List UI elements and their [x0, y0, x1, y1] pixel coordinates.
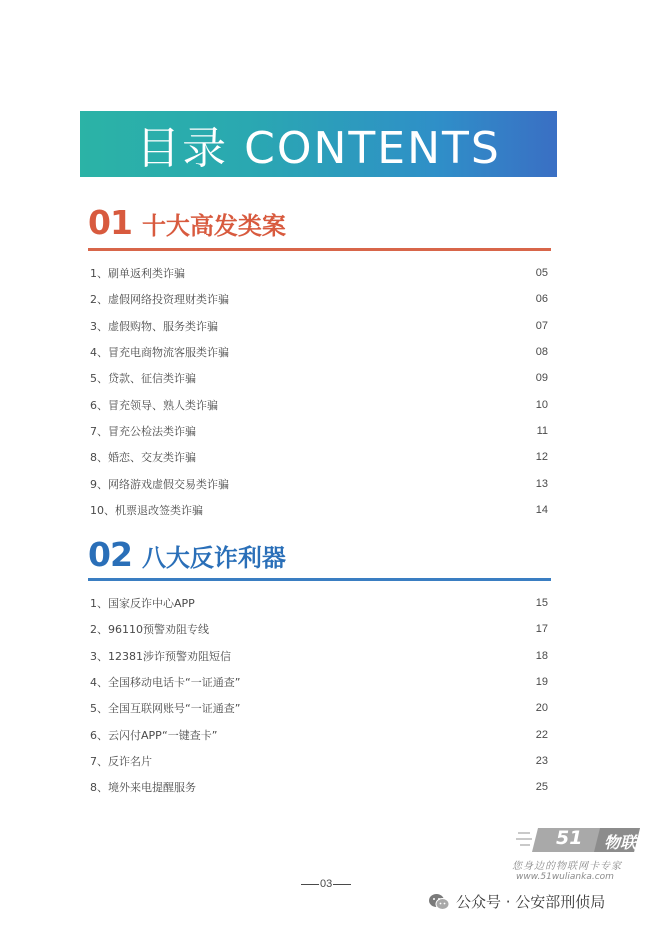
- wechat-account-footer[interactable]: [428, 891, 605, 912]
- toc-entry-page: 13: [535, 477, 548, 490]
- toc-entry-label: 10、机票退改签类诈骗: [90, 503, 203, 517]
- toc-entry-label: 2、虚假网络投资理财类诈骗: [90, 293, 229, 307]
- page-number-dash-left: [301, 884, 319, 885]
- toc-entry-page: 23: [535, 754, 548, 767]
- wechat-icon: [428, 893, 450, 911]
- logo-slogan: 您身边的物联网卡专家: [512, 861, 622, 872]
- toc-entry[interactable]: [90, 339, 548, 365]
- toc-entry-page: 17: [535, 623, 548, 636]
- toc-entry-label: 4、全国移动电话卡“一证通查”: [90, 676, 241, 690]
- logo-url: www.51wulianka.com: [516, 872, 614, 882]
- toc-entry[interactable]: [90, 418, 548, 444]
- toc-entry-page: 25: [535, 781, 548, 794]
- section-title: 八大反诈利器: [141, 543, 286, 572]
- toc-entry[interactable]: [90, 444, 548, 470]
- toc-entry-page: 08: [535, 346, 548, 359]
- toc-entry-label: 6、云闪付APP“一键查卡”: [90, 728, 218, 742]
- logo-brand: 物联卡: [604, 833, 653, 852]
- watermark-logo: [512, 826, 653, 884]
- section-number: 01: [88, 203, 132, 242]
- section-title: 十大高发类案: [141, 211, 286, 240]
- toc-entry-label: 8、境外来电提醒服务: [90, 781, 196, 795]
- toc-entry[interactable]: [90, 260, 548, 286]
- toc-entry[interactable]: [90, 313, 548, 339]
- page-number-value: 03: [320, 878, 333, 890]
- section-number: 02: [88, 535, 132, 574]
- section-divider: [88, 248, 551, 251]
- toc-entry-page: 05: [535, 267, 548, 280]
- toc-entry-label: 8、婚恋、交友类诈骗: [90, 451, 196, 465]
- toc-entry-label: 6、冒充领导、熟人类诈骗: [90, 398, 218, 412]
- page-number-dash-right: [333, 884, 351, 885]
- page-number: [300, 878, 352, 890]
- toc-entry-page: 12: [535, 451, 548, 464]
- toc-entry[interactable]: [90, 721, 548, 747]
- wechat-account-label: 公众号 · 公安部刑侦局: [456, 893, 606, 911]
- toc-entry-page: 06: [535, 293, 548, 306]
- toc-list-section-01: [90, 260, 548, 523]
- toc-entry-label: 5、贷款、征信类诈骗: [90, 372, 196, 386]
- toc-entry[interactable]: [90, 695, 548, 721]
- toc-entry-label: 5、全国互联网账号“一证通查”: [90, 702, 241, 716]
- section-divider: [88, 578, 551, 581]
- section-heading-01: [88, 203, 286, 242]
- toc-entry-label: 9、网络游戏虚假交易类诈骗: [90, 477, 229, 491]
- toc-entry-page: 18: [535, 649, 548, 662]
- page-title: 目录 CONTENTS: [136, 123, 501, 174]
- toc-entry-page: 11: [536, 424, 548, 437]
- toc-entry[interactable]: [90, 616, 548, 642]
- toc-entry-page: 22: [535, 728, 548, 741]
- toc-entry[interactable]: [90, 391, 548, 417]
- logo-number: 51: [556, 827, 583, 849]
- toc-list-section-02: [90, 590, 548, 800]
- toc-entry[interactable]: [90, 669, 548, 695]
- toc-entry-label: 4、冒充电商物流客服类诈骗: [90, 346, 229, 360]
- toc-entry-page: 20: [535, 702, 548, 715]
- toc-entry-page: 14: [535, 503, 548, 516]
- toc-entry-page: 15: [535, 597, 548, 610]
- toc-entry-label: 7、反诈名片: [90, 754, 152, 768]
- toc-entry-page: 07: [535, 319, 548, 332]
- section-heading-02: [88, 535, 286, 574]
- toc-entry-page: 19: [535, 676, 548, 689]
- toc-entry[interactable]: [90, 470, 548, 496]
- toc-entry-page: 09: [535, 372, 548, 385]
- toc-entry-page: 10: [535, 398, 548, 411]
- toc-entry-label: 3、12381涉诈预警劝阻短信: [90, 649, 231, 663]
- toc-entry[interactable]: [90, 497, 548, 523]
- toc-entry-label: 3、虚假购物、服务类诈骗: [90, 319, 218, 333]
- toc-entry[interactable]: [90, 643, 548, 669]
- toc-entry-label: 2、96110预警劝阻专线: [90, 623, 209, 637]
- toc-entry-label: 1、国家反诈中心APP: [90, 597, 195, 611]
- toc-entry[interactable]: [90, 748, 548, 774]
- toc-entry[interactable]: [90, 590, 548, 616]
- contents-banner: [80, 111, 557, 177]
- toc-entry[interactable]: [90, 365, 548, 391]
- toc-entry[interactable]: [90, 286, 548, 312]
- toc-entry[interactable]: [90, 774, 548, 800]
- toc-entry-label: 7、冒充公检法类诈骗: [90, 424, 196, 438]
- toc-entry-label: 1、刷单返利类诈骗: [90, 267, 185, 281]
